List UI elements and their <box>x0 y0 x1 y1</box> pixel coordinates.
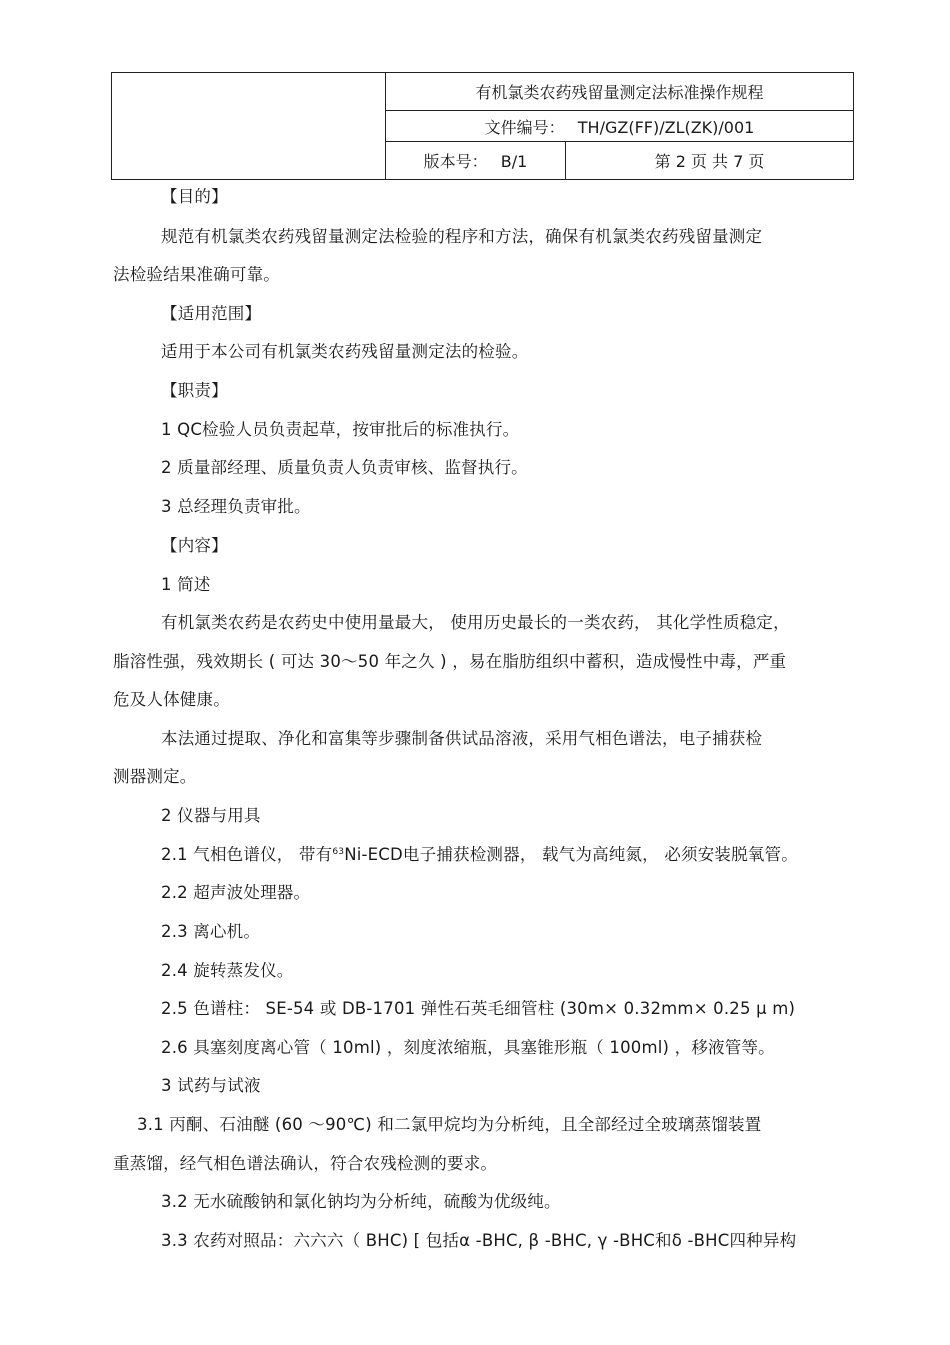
version-cell <box>386 142 566 180</box>
doc-number: TH/GZ(FF)/ZL(ZK)/001 <box>577 117 755 137</box>
section-3-3: 3.3 农药对照品：六六六（ BHC) [ 包括α -BHC, β -BHC, γ -BHC和δ -BHC四种异构 <box>161 1231 797 1250</box>
doc-number-label: 文件编号： <box>484 117 565 137</box>
version-number: B/1 <box>500 152 528 171</box>
section-2-1 <box>0 844 950 866</box>
content-heading: 【内容】 <box>161 536 228 555</box>
isotope-superscript: 63 <box>332 847 345 857</box>
section-2-1-text-b: Ni-ECD电子捕获检测器， 载气为高纯氮， 必须安装脱氧管。 <box>344 845 798 864</box>
scope-text: 适用于本公司有机氯类农药残留量测定法的检验。 <box>161 342 529 361</box>
responsibility-heading: 【职责】 <box>161 381 228 400</box>
section-3-2: 3.2 无水硫酸钠和氯化钠均为分析纯，硫酸为优级纯。 <box>161 1192 561 1211</box>
section-2-title: 2 仪器与用具 <box>161 806 261 825</box>
document-header-table <box>111 72 854 180</box>
doc-number-cell <box>386 111 854 142</box>
section-2-2: 2.2 超声波处理器。 <box>161 883 311 902</box>
section-3-1-line2: 重蒸馏，经气相色谱法确认，符合农残检测的要求。 <box>113 1154 498 1173</box>
purpose-text-line1: 规范有机氯类农药残留量测定法检验的程序和方法，确保有机氯类农药残留量测定 <box>161 227 763 246</box>
section-3-1-line1: 3.1 丙酮、石油醚 (60 ～90℃) 和二氯甲烷均为分析纯，且全部经过全玻璃蒸馏装置 <box>137 1115 762 1134</box>
responsibility-item-3: 3 总经理负责审批。 <box>161 497 311 516</box>
section-2-5: 2.5 色谱柱： SE-54 或 DB-1701 弹性石英毛细管柱 (30m× 0.32mm× 0.25 μ m) <box>161 999 796 1018</box>
responsibility-item-1: 1 QC检验人员负责起草，按审批后的标准执行。 <box>161 420 520 439</box>
section-2-4: 2.4 旋转蒸发仪。 <box>161 961 294 980</box>
section-1-para1-line3: 危及人体健康。 <box>113 690 230 709</box>
doc-title: 有机氯类农药残留量测定法标准操作规程 <box>386 73 854 111</box>
section-1-para2-line2: 测器测定。 <box>113 767 197 786</box>
version-label: 版本号： <box>423 152 488 171</box>
section-2-1-text-a: 2.1 气相色谱仪， 带有 <box>161 845 333 864</box>
section-1-para1-line1: 有机氯类农药是农药史中使用量最大， 使用历史最长的一类农药， 其化学性质稳定， <box>161 613 790 632</box>
section-1-para2-line1: 本法通过提取、净化和富集等步骤制备供试品溶液，采用气相色谱法，电子捕获检 <box>161 729 763 748</box>
purpose-heading: 【目的】 <box>161 187 228 206</box>
section-2-3: 2.3 离心机。 <box>161 922 261 941</box>
purpose-text-line2: 法检验结果准确可靠。 <box>113 265 280 284</box>
responsibility-item-2: 2 质量部经理、质量负责人负责审核、监督执行。 <box>161 458 528 477</box>
scope-heading: 【适用范围】 <box>161 304 262 323</box>
section-3-title: 3 试药与试液 <box>161 1076 261 1095</box>
logo-cell <box>112 73 386 180</box>
section-1-para1-line2: 脂溶性强，残效期长 ( 可达 30～50 年之久 ) ，易在脂肪组织中蓄积，造成慢性中毒，严重 <box>113 652 787 671</box>
section-1-title: 1 简述 <box>161 575 211 594</box>
page-info: 第 2 页 共 7 页 <box>566 142 854 180</box>
section-2-6: 2.6 具塞刻度离心管（ 10ml) ，刻度浓缩瓶，具塞锥形瓶（ 100ml) ，移液管等。 <box>161 1038 775 1057</box>
